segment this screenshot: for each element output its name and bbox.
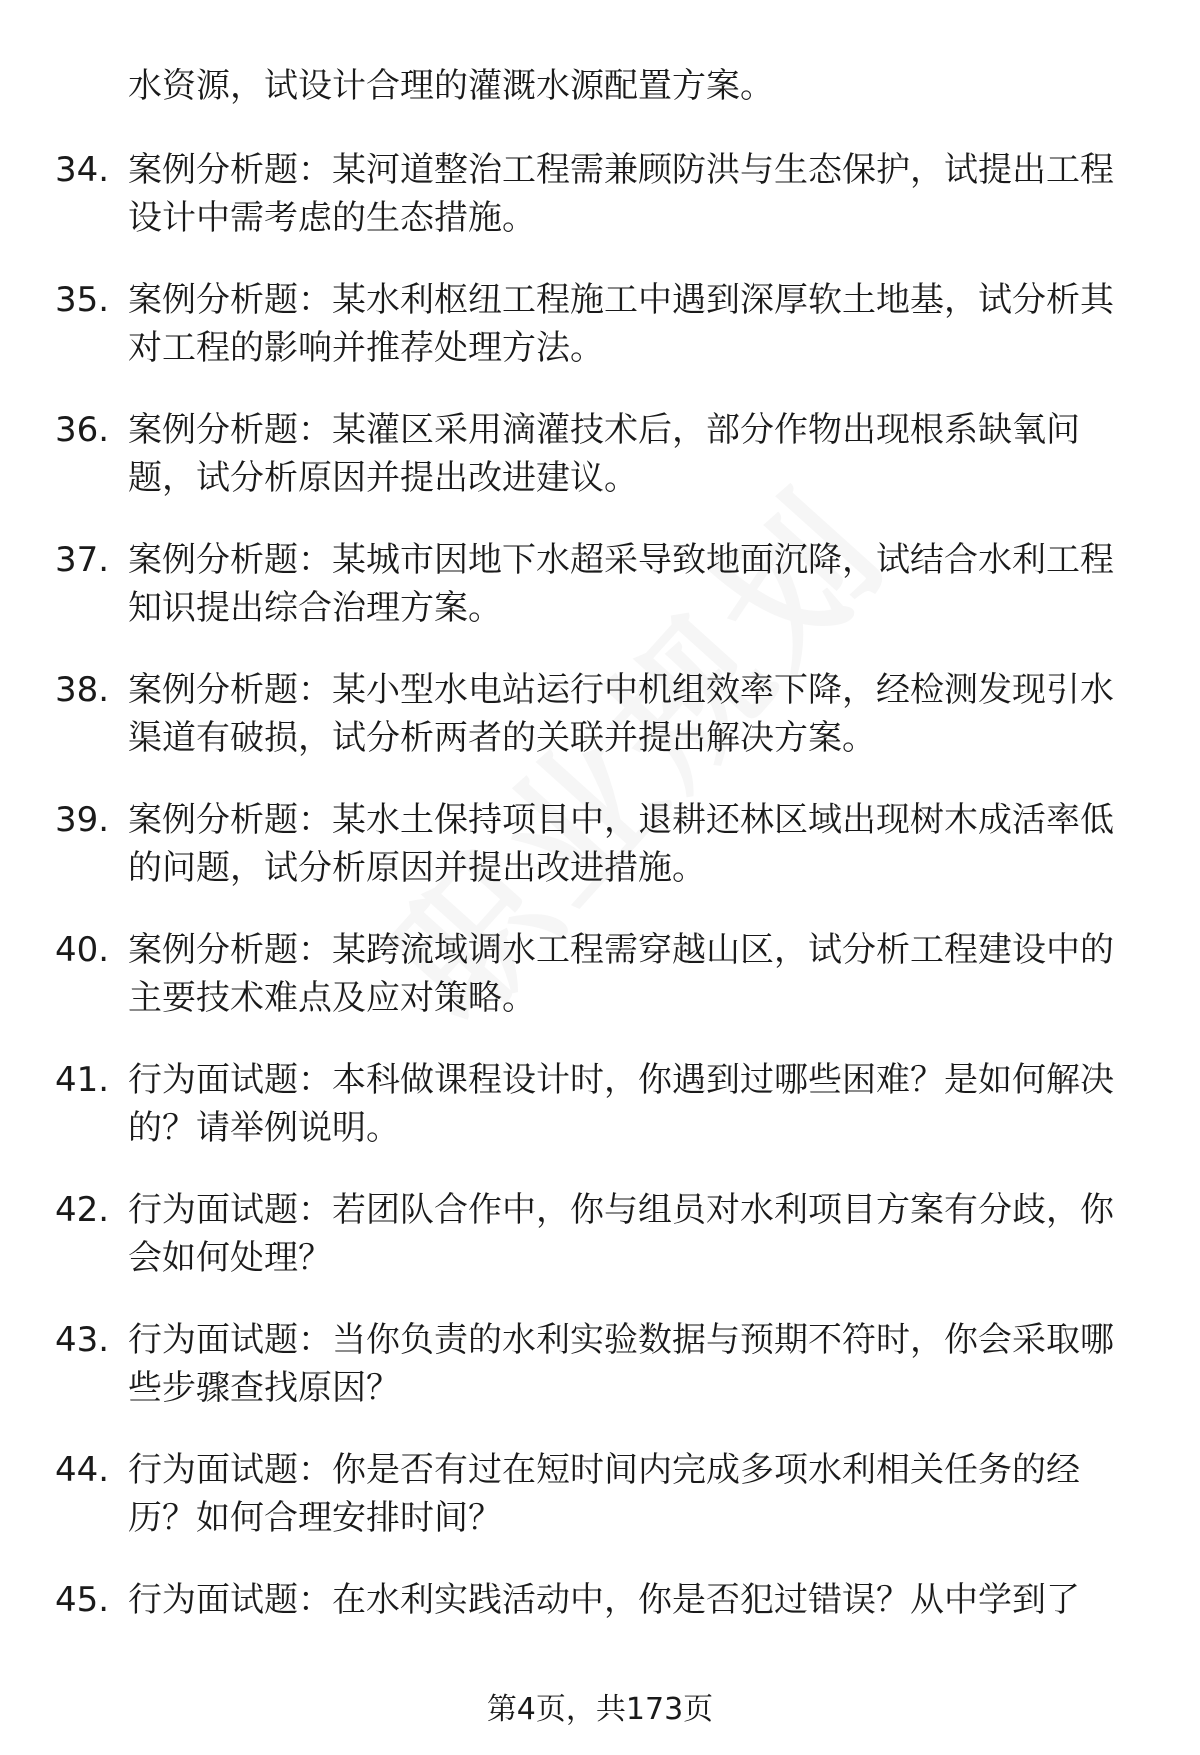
- question-item: [55, 536, 1145, 632]
- question-text: 案例分析题：某城市因地下水超采导致地面沉降，试结合水利工程知识提出综合治理方案。: [128, 540, 1114, 628]
- question-item: [55, 406, 1145, 502]
- question-item: [55, 1056, 1145, 1152]
- question-text: 行为面试题：当你负责的水利实验数据与预期不符时，你会采取哪些步骤查找原因？: [128, 1320, 1114, 1408]
- question-item: [55, 1446, 1145, 1542]
- question-text: 案例分析题：某水土保持项目中，退耕还林区域出现树木成活率低的问题，试分析原因并提出改进措施。: [128, 800, 1114, 888]
- question-text: 行为面试题：你是否有过在短时间内完成多项水利相关任务的经历？如何合理安排时间？: [128, 1450, 1080, 1538]
- question-number: 38.: [55, 670, 110, 710]
- question-number: 41.: [55, 1060, 110, 1100]
- question-item: [55, 1576, 1145, 1624]
- question-number: 40.: [55, 930, 110, 970]
- question-number: 34.: [55, 150, 110, 190]
- question-list: [55, 62, 1145, 1658]
- question-text: 案例分析题：某灌区采用滴灌技术后，部分作物出现根系缺氧问题，试分析原因并提出改进建议。: [128, 410, 1080, 498]
- question-number: 44.: [55, 1450, 110, 1490]
- page-footer: 第4页，共173页: [486, 1692, 714, 1727]
- question-text: 案例分析题：某水利枢纽工程施工中遇到深厚软土地基，试分析其对工程的影响并推荐处理方法。: [128, 280, 1114, 368]
- question-item: [55, 666, 1145, 762]
- question-item: [55, 276, 1145, 372]
- question-item: [55, 1316, 1145, 1412]
- question-number: 43.: [55, 1320, 110, 1360]
- question-item: [55, 796, 1145, 892]
- question-number: 37.: [55, 540, 110, 580]
- question-text: 案例分析题：某跨流域调水工程需穿越山区，试分析工程建设中的主要技术难点及应对策略。: [128, 930, 1114, 1018]
- question-text: 行为面试题：在水利实践活动中，你是否犯过错误？从中学到了: [128, 1580, 1080, 1620]
- question-number: 39.: [55, 800, 110, 840]
- question-number: 35.: [55, 280, 110, 320]
- question-number: 36.: [55, 410, 110, 450]
- question-item: [55, 1186, 1145, 1282]
- continuation-text: 水资源，试设计合理的灌溉水源配置方案。: [128, 66, 774, 106]
- question-text: 行为面试题：若团队合作中，你与组员对水利项目方案有分歧，你会如何处理？: [128, 1190, 1114, 1278]
- question-text: 行为面试题：本科做课程设计时，你遇到过哪些困难？是如何解决的？请举例说明。: [128, 1060, 1114, 1148]
- question-text: 案例分析题：某小型水电站运行中机组效率下降，经检测发现引水渠道有破损，试分析两者的关联并提出解决方案。: [128, 670, 1114, 758]
- question-item: [55, 926, 1145, 1022]
- question-number: 42.: [55, 1190, 110, 1230]
- question-item: [55, 146, 1145, 242]
- question-number: 45.: [55, 1580, 110, 1620]
- question-text: 案例分析题：某河道整治工程需兼顾防洪与生态保护，试提出工程设计中需考虑的生态措施。: [128, 150, 1114, 238]
